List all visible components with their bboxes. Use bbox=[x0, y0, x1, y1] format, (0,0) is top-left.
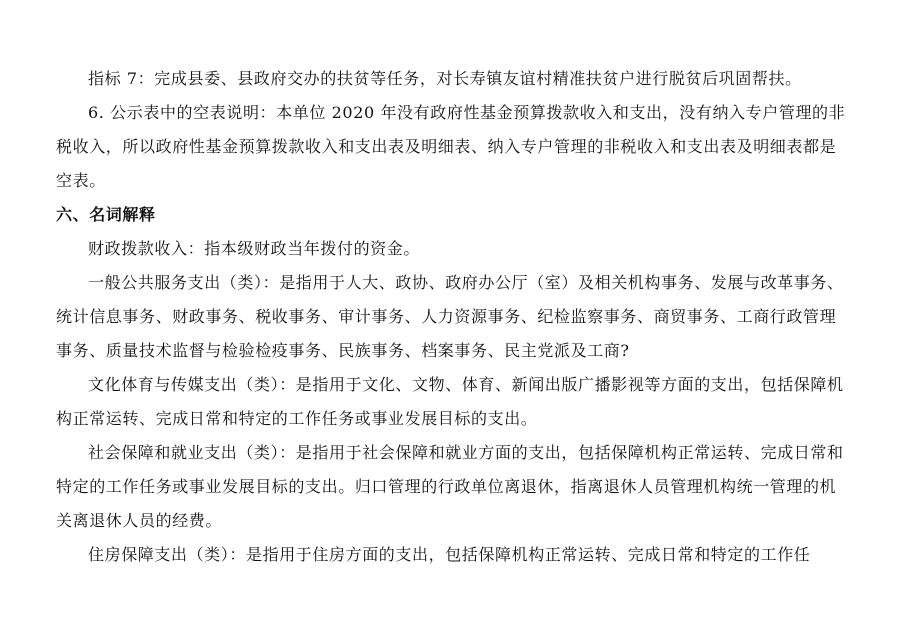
definition-culture-sports-media: 文化体育与传媒支出（类）：是指用于文化、文物、体育、新闻出版广播影视等方面的支出，包括保障机构正常运转、完成日常和特定的工作任务或事业发展目标的支出。 bbox=[56, 375, 844, 428]
section-heading-glossary: 六、名词解释 bbox=[56, 205, 156, 224]
paragraph-empty-table-note: 6. 公示表中的空表说明：本单位 2020 年没有政府性基金预算拨款收入和支出，没有纳入专户管理的非税收入，所以政府性基金预算拨款收入和支出表及明细表、纳入专户管理的非税收入和支出表及明细表都是空表。 bbox=[56, 103, 846, 190]
definition-fiscal-allocation-income: 财政拨款收入：指本级财政当年拨付的资金。 bbox=[88, 239, 421, 258]
definition-general-public-services: 一般公共服务支出（类）：是指用于人大、政协、政府办公厅（室）及相关机构事务、发展与改革事务、统计信息事务、财政事务、税收事务、审计事务、人力资源事务、纪检监察事务、商贸事务、工商行政管理事务、质量技术监督与检验检疫事务、民族事务、档案事务、民主党派及工商? bbox=[56, 273, 844, 360]
definition-social-security-employment: 社会保障和就业支出（类）：是指用于社会保障和就业方面的支出，包括保障机构正常运转、完成日常和特定的工作任务或事业发展目标的支出。归口管理的行政单位离退休，指离退休人员管理机构统一管理的机关离退休人员的经费。 bbox=[56, 443, 844, 530]
definition-housing-security: 住房保障支出（类）：是指用于住房方面的支出，包括保障机构正常运转、完成日常和特定的工作任 bbox=[88, 545, 811, 564]
paragraph-indicator-7: 指标 7：完成县委、县政府交办的扶贫等任务，对长寿镇友谊村精准扶贫户进行脱贫后巩固帮扶。 bbox=[88, 69, 802, 88]
